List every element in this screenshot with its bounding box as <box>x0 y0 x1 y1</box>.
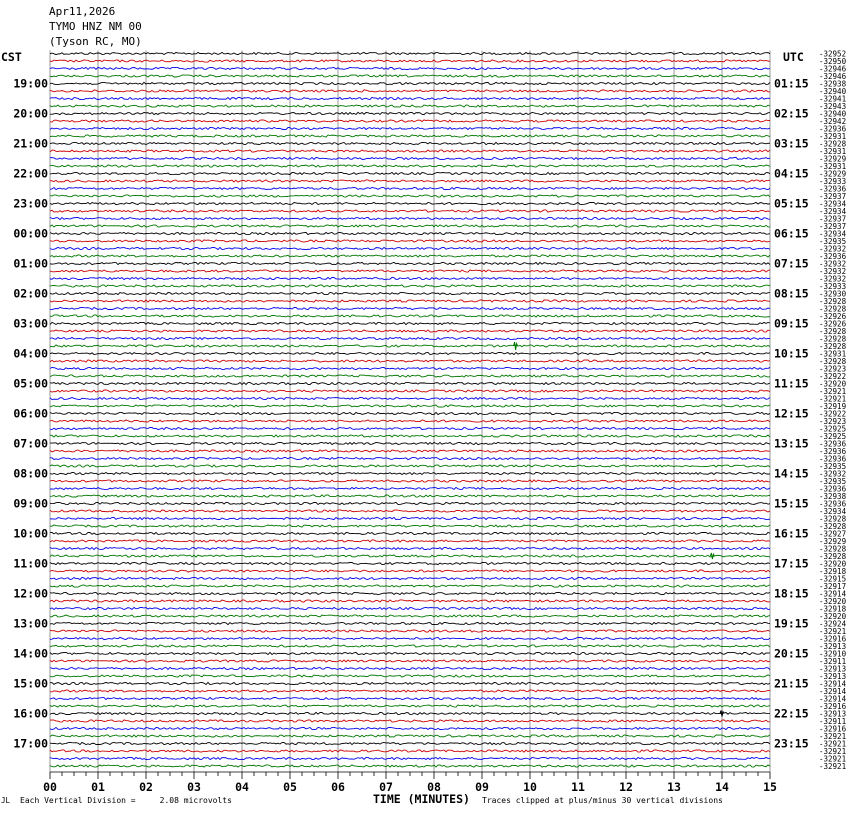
corner-mark: JL <box>1 796 11 805</box>
trace <box>50 165 770 167</box>
left-hour-label: 11:00 <box>13 556 48 571</box>
offset-label: -32938 <box>819 492 847 501</box>
trace <box>50 517 770 519</box>
left-hour-label: 16:00 <box>13 706 48 721</box>
offset-label: -32937 <box>819 192 847 201</box>
trace <box>50 750 770 752</box>
right-hour-label: 10:15 <box>774 346 809 361</box>
offset-label: -32929 <box>819 537 847 546</box>
offset-label: -32921 <box>819 732 847 741</box>
trace <box>50 82 770 84</box>
offset-label: -32916 <box>819 724 847 734</box>
offset-label: -32928 <box>819 139 847 149</box>
left-hour-label: 20:00 <box>13 106 48 121</box>
trace <box>50 142 770 144</box>
left-hour-label: 07:00 <box>13 436 48 451</box>
trace <box>50 727 770 729</box>
trace <box>50 502 770 504</box>
left-hour-label: 00:00 <box>13 226 48 241</box>
right-hour-label: 05:15 <box>774 196 809 211</box>
trace <box>50 67 770 69</box>
trace <box>50 307 770 309</box>
trace <box>50 607 770 609</box>
offset-label: -32935 <box>819 477 847 486</box>
offset-label: -32950 <box>819 57 847 66</box>
trace <box>50 315 770 317</box>
trace <box>50 570 770 572</box>
trace <box>50 240 770 242</box>
trace <box>50 360 770 362</box>
left-hour-label: 01:00 <box>13 256 48 271</box>
offset-label: -32932 <box>819 274 847 284</box>
right-hour-label: 13:15 <box>774 436 809 451</box>
trace <box>50 52 770 54</box>
trace <box>50 352 770 354</box>
offset-label: -32926 <box>819 312 847 321</box>
offset-label: -32920 <box>819 597 847 606</box>
trace <box>50 690 770 692</box>
left-hour-labels <box>13 77 48 751</box>
x-tick-label: 09 <box>475 780 489 794</box>
trace <box>50 210 770 212</box>
offset-label: -32926 <box>819 319 847 329</box>
x-tick-label: 13 <box>667 780 681 794</box>
trace <box>50 765 770 767</box>
trace <box>50 105 770 107</box>
offset-label: -32940 <box>819 109 847 119</box>
offset-label: -32913 <box>819 672 847 681</box>
offset-label: -32938 <box>819 79 847 89</box>
x-tick-label: 08 <box>427 780 441 794</box>
x-tick-label: 05 <box>283 780 297 794</box>
offset-label: -32918 <box>819 567 847 576</box>
trace <box>50 675 770 677</box>
offset-label: -32936 <box>819 124 847 134</box>
offset-label: -32929 <box>819 169 847 179</box>
x-tick-label: 06 <box>331 780 345 794</box>
left-hour-label: 04:00 <box>13 346 48 361</box>
trace <box>50 412 770 414</box>
trace <box>50 495 770 497</box>
left-hour-label: 10:00 <box>13 526 48 541</box>
trace <box>50 592 770 594</box>
trace <box>50 135 770 137</box>
trace <box>50 112 770 114</box>
trace <box>50 540 770 542</box>
trace <box>50 585 770 587</box>
offset-label: -32936 <box>819 454 847 464</box>
trace <box>50 255 770 257</box>
right-axis-label: UTC <box>783 50 804 64</box>
trace <box>50 435 770 437</box>
x-tick-label: 10 <box>523 780 537 794</box>
offset-label: -32925 <box>819 424 847 434</box>
left-hour-label: 22:00 <box>13 166 48 181</box>
trace <box>50 450 770 452</box>
left-hour-label: 23:00 <box>13 196 48 211</box>
trace <box>50 735 770 737</box>
trace <box>50 465 770 467</box>
trace <box>50 532 770 534</box>
trace <box>50 390 770 392</box>
trace <box>50 217 770 219</box>
offset-label: -32934 <box>819 199 847 209</box>
offset-label: -32936 <box>819 439 847 449</box>
offset-label: -32911 <box>819 717 847 726</box>
offset-label: -32935 <box>819 462 847 471</box>
right-hour-label: 04:15 <box>774 166 809 181</box>
offset-label: -32921 <box>819 739 847 749</box>
offset-label: -32922 <box>819 372 847 381</box>
trace <box>50 270 770 272</box>
offset-label: -32946 <box>819 64 847 74</box>
offset-label: -32921 <box>819 387 847 396</box>
right-hour-label: 09:15 <box>774 316 809 331</box>
offset-label: -32928 <box>819 522 847 531</box>
trace <box>50 472 770 474</box>
offset-label: -32932 <box>819 267 847 276</box>
clip-note: Traces clipped at plus/minus 30 vertical divisions <box>482 796 723 805</box>
left-hour-label: 08:00 <box>13 466 48 481</box>
offset-label: -32913 <box>819 664 847 674</box>
left-hour-label: 02:00 <box>13 286 48 301</box>
trace <box>50 247 770 249</box>
offset-label: -32920 <box>819 559 847 569</box>
offset-label: -32936 <box>819 447 847 456</box>
left-hour-label: 09:00 <box>13 496 48 511</box>
offset-label: -32937 <box>819 222 847 231</box>
right-hour-label: 22:15 <box>774 706 809 721</box>
offset-label: -32916 <box>819 634 847 644</box>
trace <box>50 510 770 512</box>
trace <box>50 720 770 722</box>
offset-label: -32935 <box>819 237 847 246</box>
trace <box>50 480 770 482</box>
trace <box>50 367 770 369</box>
offset-label: -32918 <box>819 604 847 614</box>
trace <box>50 652 770 654</box>
right-hour-label: 07:15 <box>774 256 809 271</box>
trace <box>50 442 770 444</box>
trace <box>50 285 770 287</box>
trace <box>50 375 770 377</box>
offset-label: -32928 <box>819 514 847 524</box>
trace <box>50 742 770 744</box>
trace <box>50 330 770 332</box>
trace <box>50 232 770 234</box>
offset-label: -32928 <box>819 342 847 351</box>
right-hour-label: 23:15 <box>774 736 809 751</box>
trace <box>50 97 770 99</box>
offset-label: -32932 <box>819 244 847 254</box>
offset-label: -32923 <box>819 364 847 374</box>
trace <box>50 277 770 279</box>
offset-label: -32931 <box>819 147 847 156</box>
trace <box>50 757 770 759</box>
right-hour-label: 14:15 <box>774 466 809 481</box>
right-hour-label: 15:15 <box>774 496 809 511</box>
trace <box>50 705 770 707</box>
offset-label: -32932 <box>819 469 847 479</box>
offset-label: -32941 <box>819 94 847 104</box>
right-hour-label: 18:15 <box>774 586 809 601</box>
offset-label: -32934 <box>819 507 847 516</box>
trace <box>50 322 770 324</box>
trace <box>50 600 770 602</box>
left-axis-label: CST <box>1 50 22 64</box>
x-tick-label: 00 <box>43 780 57 794</box>
offset-label: -32923 <box>819 417 847 426</box>
trace <box>50 712 770 714</box>
offset-label: -32936 <box>819 499 847 509</box>
trace <box>50 382 770 384</box>
offset-label: -32931 <box>819 349 847 359</box>
offset-label: -32928 <box>819 357 847 366</box>
trace <box>50 202 770 204</box>
vertical-division-note: Each Vertical Division = 2.08 microvolts <box>20 796 232 805</box>
x-tick-label: 02 <box>139 780 153 794</box>
offset-label: -32910 <box>819 649 847 659</box>
x-tick-label: 01 <box>91 780 105 794</box>
offset-label: -32931 <box>819 162 847 171</box>
right-hour-label: 11:15 <box>774 376 809 391</box>
offset-label: -32914 <box>819 679 847 689</box>
trace <box>50 262 770 264</box>
left-hour-label: 12:00 <box>13 586 48 601</box>
right-hour-label: 06:15 <box>774 226 809 241</box>
offset-label: -32933 <box>819 177 847 186</box>
left-hour-label: 03:00 <box>13 316 48 331</box>
offset-label: -32932 <box>819 259 847 269</box>
offset-label: -32936 <box>819 184 847 194</box>
offset-labels <box>819 50 847 772</box>
trace <box>50 577 770 579</box>
left-hour-label: 05:00 <box>13 376 48 391</box>
right-hour-label: 02:15 <box>774 106 809 121</box>
trace <box>50 405 770 407</box>
offset-label: -32931 <box>819 132 847 141</box>
trace <box>50 180 770 182</box>
right-hour-label: 19:15 <box>774 616 809 631</box>
trace <box>50 172 770 174</box>
trace <box>50 90 770 92</box>
offset-label: -32928 <box>819 327 847 336</box>
offset-label: -32916 <box>819 702 847 711</box>
offset-label: -32917 <box>819 582 847 591</box>
trace <box>50 487 770 489</box>
trace <box>50 195 770 197</box>
offset-label: -32914 <box>819 589 847 599</box>
trace <box>50 667 770 669</box>
left-hour-label: 13:00 <box>13 616 48 631</box>
right-hour-label: 12:15 <box>774 406 809 421</box>
x-tick-label: 15 <box>763 780 777 794</box>
trace <box>50 622 770 624</box>
x-tick-label: 03 <box>187 780 201 794</box>
trace <box>50 562 770 564</box>
trace <box>50 555 770 557</box>
left-hour-label: 06:00 <box>13 406 48 421</box>
offset-label: -32925 <box>819 432 847 441</box>
offset-label: -32915 <box>819 574 847 584</box>
station-label: TYMO HNZ NM 00 <box>49 20 142 33</box>
trace <box>50 615 770 617</box>
trace <box>50 697 770 699</box>
offset-label: -32946 <box>819 72 847 81</box>
trace <box>50 300 770 302</box>
offset-label: -32921 <box>819 754 847 764</box>
offset-label: -32928 <box>819 552 847 561</box>
x-tick-label: 12 <box>619 780 633 794</box>
x-tick-label: 07 <box>379 780 393 794</box>
right-hour-label: 16:15 <box>774 526 809 541</box>
offset-label: -32921 <box>819 747 847 756</box>
right-hour-label: 08:15 <box>774 286 809 301</box>
offset-label: -32914 <box>819 687 847 696</box>
offset-label: -32913 <box>819 642 847 651</box>
x-tick-label: 04 <box>235 780 249 794</box>
offset-label: -32913 <box>819 709 847 719</box>
trace <box>50 150 770 152</box>
trace <box>50 427 770 429</box>
offset-label: -32929 <box>819 154 847 164</box>
offset-label: -32934 <box>819 229 847 239</box>
trace <box>50 187 770 189</box>
right-hour-label: 01:15 <box>774 76 809 91</box>
trace <box>50 337 770 339</box>
offset-label: -32920 <box>819 379 847 389</box>
offset-label: -32921 <box>819 394 847 404</box>
x-tick-label: 14 <box>715 780 729 794</box>
left-hour-label: 14:00 <box>13 646 48 661</box>
x-axis-title: TIME (MINUTES) <box>373 792 470 806</box>
offset-label: -32934 <box>819 207 847 216</box>
trace <box>50 682 770 684</box>
trace <box>50 60 770 62</box>
offset-label: -32928 <box>819 297 847 306</box>
x-tick-label: 11 <box>571 780 585 794</box>
trace <box>50 75 770 77</box>
offset-label: -32919 <box>819 402 847 411</box>
trace <box>50 292 770 294</box>
trace <box>50 120 770 122</box>
date-label: Apr11,2026 <box>49 5 116 18</box>
left-hour-label: 15:00 <box>13 676 48 691</box>
offset-label: -32920 <box>819 612 847 621</box>
right-hour-label: 20:15 <box>774 646 809 661</box>
trace <box>50 525 770 527</box>
trace <box>50 225 770 227</box>
right-hour-label: 03:15 <box>774 136 809 151</box>
offset-label: -32937 <box>819 214 847 224</box>
offset-label: -32943 <box>819 102 847 111</box>
trace <box>50 457 770 459</box>
offset-label: -32942 <box>819 117 847 126</box>
offset-label: -32927 <box>819 529 847 539</box>
trace <box>50 637 770 639</box>
trace <box>50 547 770 549</box>
right-hour-label: 17:15 <box>774 556 809 571</box>
trace <box>50 397 770 399</box>
trace <box>50 127 770 129</box>
left-hour-label: 17:00 <box>13 736 48 751</box>
offset-label: -32936 <box>819 252 847 261</box>
offset-label: -32933 <box>819 282 847 291</box>
trace <box>50 345 770 347</box>
offset-label: -32940 <box>819 87 847 96</box>
offset-label: -32952 <box>819 49 847 59</box>
trace <box>50 420 770 422</box>
offset-label: -32924 <box>819 619 847 629</box>
left-hour-label: 19:00 <box>13 76 48 91</box>
traces <box>50 52 770 767</box>
offset-label: -32911 <box>819 657 847 666</box>
left-hour-label: 21:00 <box>13 136 48 151</box>
offset-label: -32930 <box>819 289 847 299</box>
offset-label: -32928 <box>819 544 847 554</box>
trace <box>50 660 770 662</box>
offset-label: -32921 <box>819 762 847 771</box>
offset-label: -32928 <box>819 304 847 314</box>
right-hour-label: 21:15 <box>774 676 809 691</box>
location-label: (Tyson RC, MO) <box>49 35 142 48</box>
trace <box>50 630 770 632</box>
offset-label: -32914 <box>819 694 847 704</box>
offset-label: -32936 <box>819 484 847 494</box>
offset-label: -32928 <box>819 334 847 344</box>
trace <box>50 645 770 647</box>
trace <box>50 157 770 159</box>
offset-label: -32922 <box>819 409 847 419</box>
right-hour-labels <box>774 77 809 751</box>
offset-label: -32921 <box>819 627 847 636</box>
